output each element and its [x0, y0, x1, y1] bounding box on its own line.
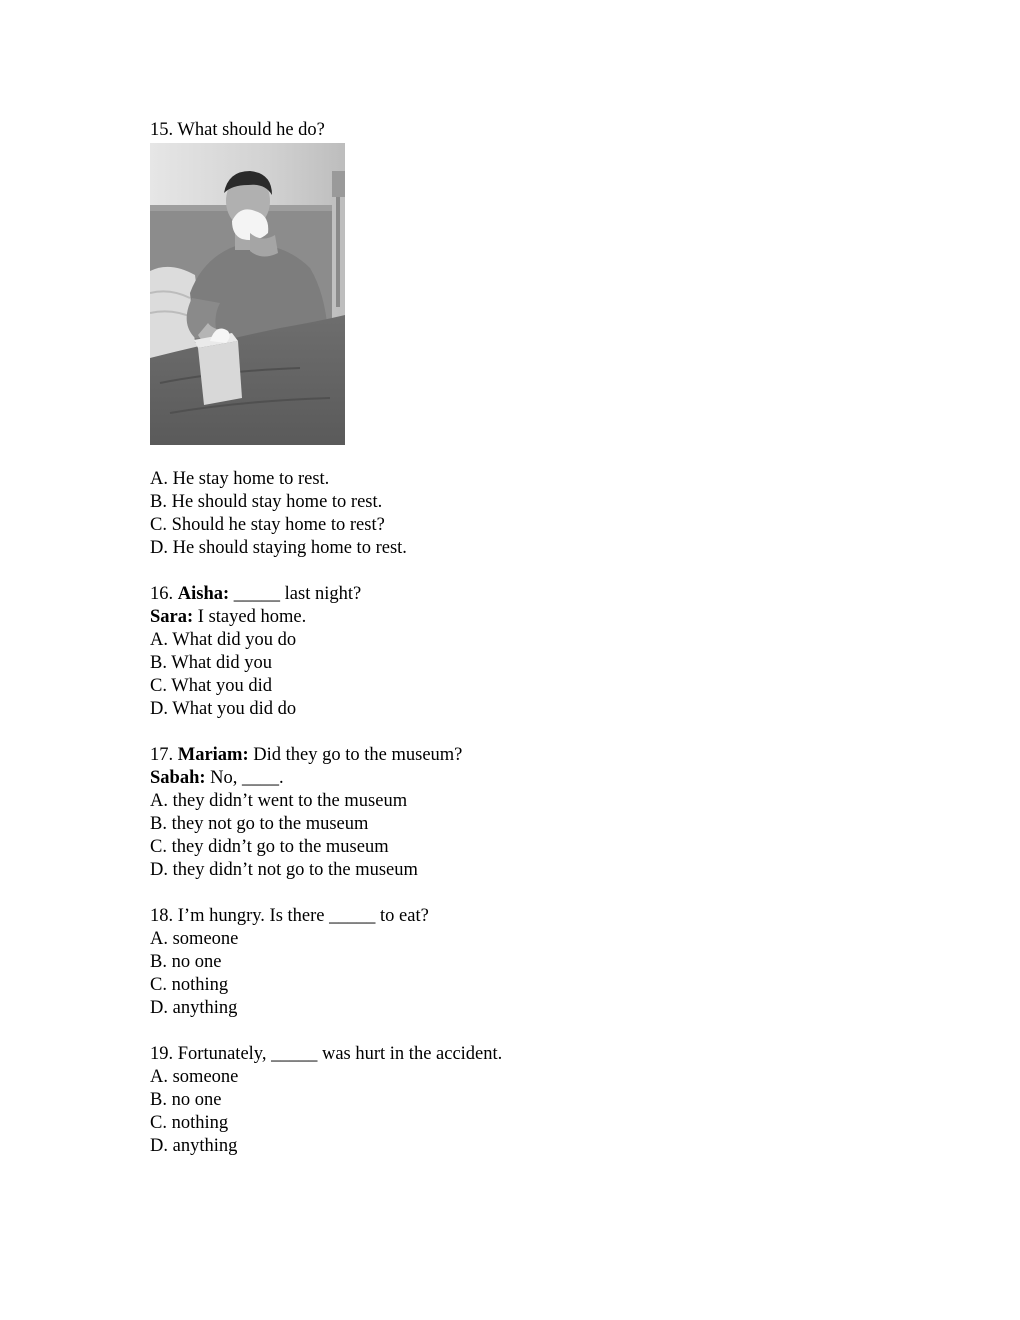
question-15: 15. What should he do?: [150, 120, 325, 140]
q19-option-a: A. someone: [150, 1067, 239, 1087]
q16-response: [150, 606, 870, 629]
q17-line-1: Did they go to the museum?: [248, 745, 463, 765]
question-19: 19. Fortunately, _____ was hurt in the accident.: [150, 1044, 503, 1064]
q16-option-b: B. What did you: [150, 653, 272, 673]
q16-number: 16.: [150, 584, 174, 604]
spacer: [150, 882, 870, 905]
worksheet-page: [150, 119, 870, 1158]
q17-line-2: No, ____.: [205, 768, 284, 788]
q16-line-1: _____ last night?: [229, 584, 362, 604]
q19-option-d: D. anything: [150, 1136, 238, 1156]
q17-option-c: C. they didn’t go to the museum: [150, 837, 389, 857]
sick-man-photo: [150, 143, 345, 445]
q17-option-b: B. they not go to the museum: [150, 814, 369, 834]
question-16: [150, 583, 870, 606]
question-18: 18. I’m hungry. Is there _____ to eat?: [150, 906, 429, 926]
q16-option-c: C. What you did: [150, 676, 272, 696]
q17-speaker-2: Sabah:: [150, 768, 206, 788]
q17-speaker-1: Mariam:: [177, 745, 249, 765]
q19-option-b: B. no one: [150, 1090, 222, 1110]
q17-response: [150, 767, 870, 790]
spacer: [150, 1020, 870, 1043]
q18-option-a: A. someone: [150, 929, 239, 949]
spacer: [150, 721, 870, 744]
q16-speaker-1: Aisha:: [177, 584, 230, 604]
q16-option-d: D. What you did do: [150, 699, 297, 719]
question-17: [150, 744, 870, 767]
q16-option-a: A. What did you do: [150, 630, 297, 650]
q18-option-d: D. anything: [150, 998, 238, 1018]
q17-option-a: A. they didn’t went to the museum: [150, 791, 408, 811]
q17-number: 17.: [150, 745, 174, 765]
q15-option-a: A. He stay home to rest.: [150, 469, 330, 489]
q18-option-b: B. no one: [150, 952, 222, 972]
q19-option-c: C. nothing: [150, 1113, 229, 1133]
q17-option-d: D. they didn’t not go to the museum: [150, 860, 418, 880]
spacer: [150, 560, 870, 583]
q16-speaker-2: Sara:: [150, 607, 194, 627]
q15-option-d: D. He should staying home to rest.: [150, 538, 407, 558]
q18-option-c: C. nothing: [150, 975, 229, 995]
q15-option-c: C. Should he stay home to rest?: [150, 515, 385, 535]
q15-option-b: B. He should stay home to rest.: [150, 492, 383, 512]
q16-line-2: I stayed home.: [193, 607, 307, 627]
